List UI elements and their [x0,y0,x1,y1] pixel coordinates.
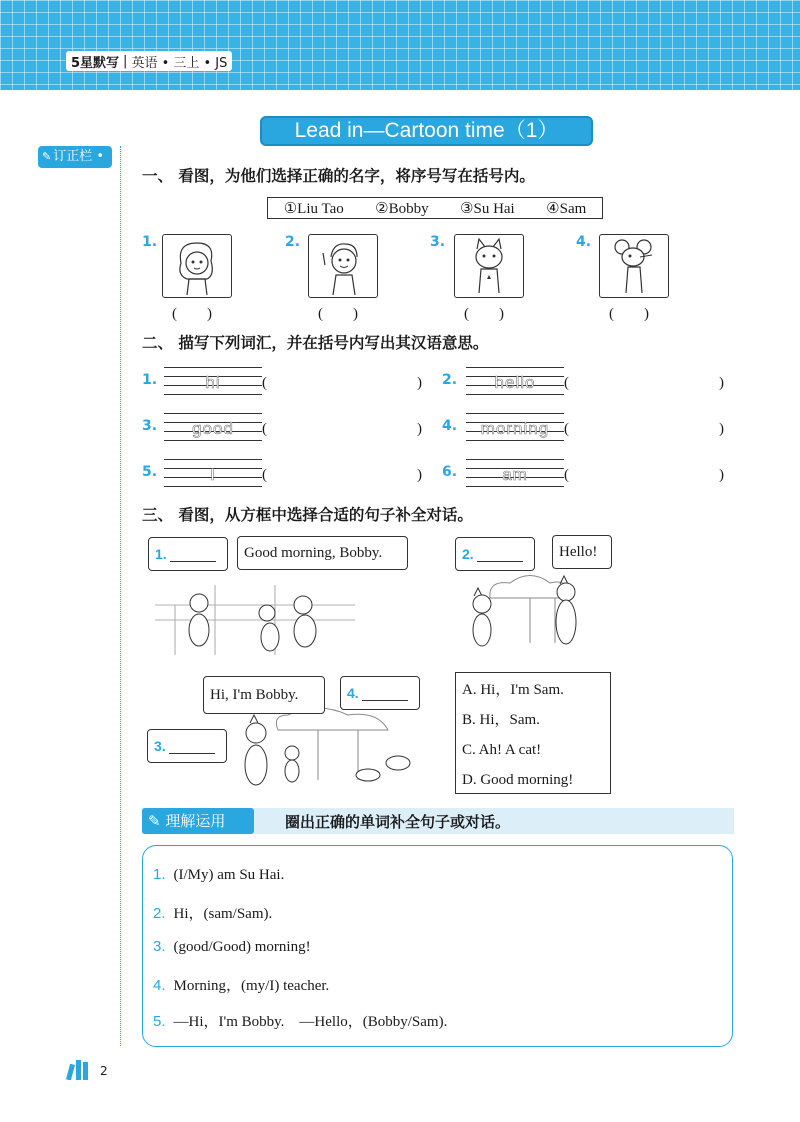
item-number: 4. [576,234,592,250]
trace-word: hello [494,373,536,392]
books-icon [66,1058,96,1080]
tracing-line[interactable] [164,413,262,443]
speech-bubble-1: 1. [148,537,228,571]
answer-paren[interactable]: ( ) [172,306,212,322]
answer-paren[interactable]: ( ) [464,306,504,322]
speech-bubble-3: 3. [147,729,227,763]
correction-divider [120,146,121,1046]
question-item[interactable]: 1. (I/My) am Su Hai. [153,866,285,883]
answer-paren[interactable]: ( ) [318,306,358,322]
page-number: 2 [100,1064,108,1078]
answer-blank[interactable] [170,547,216,562]
speech-bubble-good-morning: Good morning, Bobby. [237,536,408,570]
trace-word: I [210,465,216,484]
lesson-title: Lead in—Cartoon time（1） [260,116,593,146]
scene1-illustration [155,575,355,660]
subject-text: 英语 • 三上 • JS [131,55,228,71]
tracing-line[interactable] [466,367,564,397]
meaning-blank[interactable]: ( ) [262,421,422,437]
item-number: 2. [285,234,301,250]
item-number: 2. [442,372,458,388]
question-item[interactable]: 3. (good/Good) morning! [153,938,311,955]
tracing-line[interactable] [466,459,564,489]
meaning-blank[interactable]: ( ) [262,467,422,483]
trace-word: hi [205,373,221,392]
name-option: ②Bobby [375,200,429,217]
meaning-blank[interactable]: ( ) [564,467,724,483]
item-number: 3. [430,234,446,250]
speech-bubble-4: 4. [340,676,420,710]
edit-icon: ✎ [148,812,161,830]
scene2-illustration [460,568,610,660]
question-item[interactable]: 5. —Hi，I'm Bobby. —Hello，(Bobby/Sam). [153,1013,448,1030]
brand-text: 5星默写 [71,55,120,71]
name-option: ④Sam [546,200,587,217]
character-picture-cat [454,234,524,298]
tracing-line[interactable] [164,459,262,489]
tracing-line[interactable] [466,413,564,443]
character-picture-boy [308,234,378,298]
item-number: 5. [142,464,158,480]
section4-title: 圈出正确的单词补全句子或对话。 [285,813,511,831]
question-item[interactable]: 4. Morning，(my/I) teacher. [153,977,330,994]
sentence-options-box [455,672,611,794]
name-option: ③Su Hai [460,200,515,217]
meaning-blank[interactable]: ( ) [564,421,724,437]
option-a: A. Hi，I'm Sam. [462,682,564,698]
item-number: 4. [442,418,458,434]
tracing-line[interactable] [164,367,262,397]
trace-word: am [502,465,528,484]
speech-bubble-bobby: Hi, I'm Bobby. [203,676,325,714]
item-number: 1. [142,234,158,250]
speech-bubble-2: 2. [455,537,535,571]
item-number: 3. [142,418,158,434]
section3-title: 三、 看图，从方框中选择合适的句子补全对话。 [142,506,473,524]
option-d: D. Good morning! [462,772,574,788]
meaning-blank[interactable]: ( ) [564,375,724,391]
item-number: 6. [442,464,458,480]
item-number: 1. [142,372,158,388]
question-item[interactable]: 2. Hi，(sam/Sam). [153,905,273,922]
option-c: C. Ah! A cat! [462,742,542,758]
answer-blank[interactable] [169,739,215,754]
trace-word: good [192,419,234,438]
scene3-illustration [228,705,428,795]
section1-title: 一、 看图，为他们选择正确的名字，将序号写在括号内。 [142,167,535,185]
section2-title: 二、 描写下列词汇，并在括号内写出其汉语意思。 [142,334,489,352]
book-label: 5星默写 | 英语 • 三上 • JS [66,51,232,71]
trace-word: morning [480,419,550,438]
meaning-blank[interactable]: ( ) [262,375,422,391]
page-header [0,0,800,90]
pencil-icon: ✎ [42,150,52,163]
answer-blank[interactable] [477,547,523,562]
answer-blank[interactable] [362,686,408,701]
correction-column-label: ✎ 订正栏 • [38,146,112,168]
section4-tag: ✎ 理解运用 [142,808,254,834]
names-box [267,197,603,219]
name-option: ①Liu Tao [283,200,344,217]
option-b: B. Hi，Sam. [462,712,540,728]
speech-bubble-hello: Hello! [552,535,612,569]
answer-paren[interactable]: ( ) [609,306,649,322]
character-picture-girl [162,234,232,298]
character-picture-mouse [599,234,669,298]
